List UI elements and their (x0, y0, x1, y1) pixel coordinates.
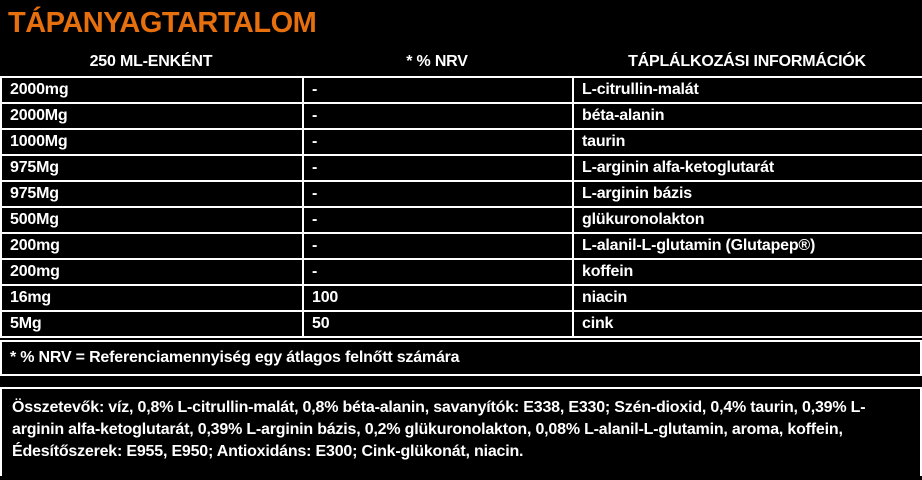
table-row (1, 103, 922, 129)
header-nutrition-info: TÁPLÁLKOZÁSI INFORMÁCIÓK (628, 53, 866, 70)
amount-cell: 16mg (1, 285, 303, 311)
nutrient-cell: L-arginin bázis (573, 181, 922, 207)
nrv-cell: - (303, 259, 573, 285)
page-title: TÁPANYAGTARTALOM (8, 7, 317, 39)
nrv-cell: 50 (303, 311, 573, 337)
ingredients-text: Összetevők: víz, 0,8% L-citrullin-malát, 0,8% béta-alanin, savanyítók: E338, E330; Szén-dioxid, 0,4% taurin, 0,39% L-arginin alfa-ketoglutarát, 0,39% L-arginin bázis, 0,2% glükuronolakton, 0,08% L-alanil-L-glutamin, aroma, koffein, Édesítőszerek: E955, E950; Antioxidáns: E300; Cink-glükonát, niacin. (12, 399, 866, 460)
table-header-row (0, 53, 922, 71)
amount-cell: 975Mg (1, 181, 303, 207)
amount-cell: 2000Mg (1, 103, 303, 129)
nrv-cell: - (303, 129, 573, 155)
nutrient-cell: L-alanil-L-glutamin (Glutapep®) (573, 233, 922, 259)
nutrient-cell: taurin (573, 129, 922, 155)
nrv-footnote-text: * % NRV = Referenciamennyiség egy átlagos felnőtt számára (10, 349, 460, 366)
amount-cell: 5Mg (1, 311, 303, 337)
nrv-cell: 100 (303, 285, 573, 311)
nutrient-cell: L-citrullin-malát (573, 77, 922, 103)
nrv-cell: - (303, 103, 573, 129)
table-row (1, 259, 922, 285)
nrv-cell: - (303, 77, 573, 103)
header-nrv-percent: * % NRV (406, 53, 468, 70)
nutrition-table (0, 76, 922, 338)
table-row (1, 129, 922, 155)
table-row (1, 311, 922, 337)
amount-cell: 200mg (1, 259, 303, 285)
amount-cell: 1000Mg (1, 129, 303, 155)
nrv-cell: - (303, 155, 573, 181)
amount-cell: 975Mg (1, 155, 303, 181)
table-row (1, 207, 922, 233)
nutrient-cell: glükuronolakton (573, 207, 922, 233)
nutrient-cell: niacin (573, 285, 922, 311)
amount-cell: 2000mg (1, 77, 303, 103)
table-row (1, 285, 922, 311)
ingredients-section (0, 387, 922, 476)
nrv-cell: - (303, 181, 573, 207)
header-amount-per-250ml: 250 ML-ENKÉNT (89, 53, 213, 70)
table-row (1, 155, 922, 181)
table-row (1, 233, 922, 259)
table-row (1, 77, 922, 103)
nrv-cell: - (303, 207, 573, 233)
nutrient-cell: L-arginin alfa-ketoglutarát (573, 155, 922, 181)
amount-cell: 500Mg (1, 207, 303, 233)
amount-cell: 200mg (1, 233, 303, 259)
nutrient-cell: koffein (573, 259, 922, 285)
nrv-cell: - (303, 233, 573, 259)
nutrient-cell: cink (573, 311, 922, 337)
nutrient-cell: béta-alanin (573, 103, 922, 129)
nrv-footnote (0, 340, 922, 376)
table-row (1, 181, 922, 207)
